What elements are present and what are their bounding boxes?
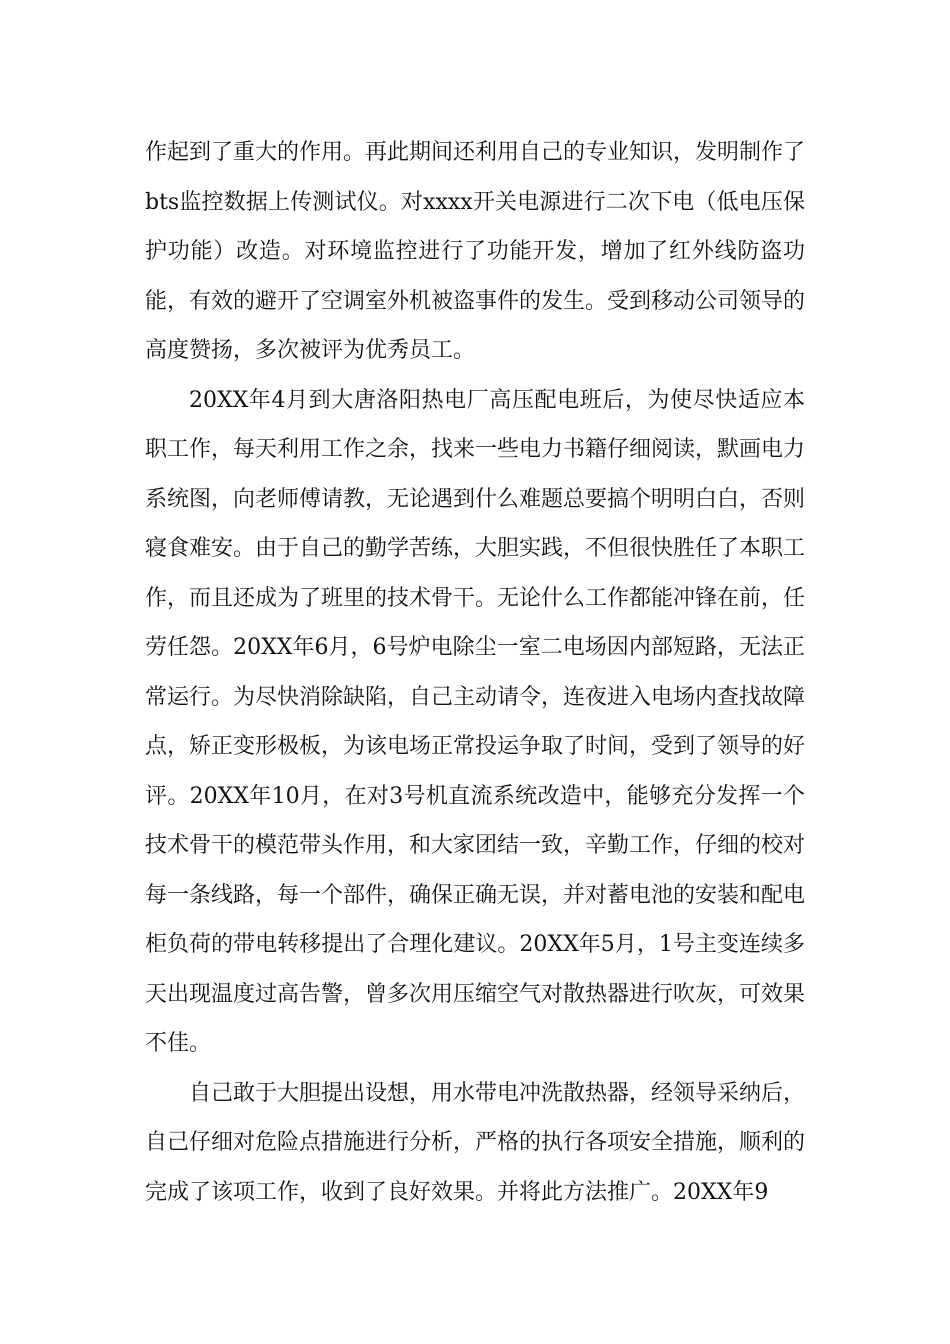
document-body (145, 128, 805, 1217)
paragraph-3: 自己敢于大胆提出设想，用水带电冲洗散热器，经领导采纳后，自己仔细对危险点措施进行分析，严格的执行各项安全措施，顺利的完成了该项工作，收到了良好效果。并将此方法推广。20XX年9 (145, 1080, 806, 1205)
paragraph-1: 作起到了重大的作用。再此期间还利用自己的专业知识，发明制作了bts监控数据上传测试仪。对xxxx开关电源进行二次下电（低电压保护功能）改造。对环境监控进行了功能开发，增加了红外线防盗功能，有效的避开了空调室外机被盗事件的发生。受到移动公司领导的高度赞扬，多次被评为优秀员工。 (145, 140, 806, 363)
paragraph-2: 20XX年4月到大唐洛阳热电厂高压配电班后，为使尽快适应本职工作，每天利用工作之余，找来一些电力书籍仔细阅读，默画电力系统图，向老师傅请教，无论遇到什么难题总要搞个明明白白，否则寝食难安。由于自己的勤学苦练，大胆实践，不但很快胜任了本职工作，而且还成为了班里的技术骨干。无论什么工作都能冲锋在前，任劳任怨。20XX年6月，6号炉电除尘一室二电场因内部短路，无法正常运行。为尽快消除缺陷，自己主动请令，连夜进入电场内查找故障点，矫正变形极板，为该电场正常投运争取了时间，受到了领导的好评。20XX年10月，在对3号机直流系统改造中，能够充分发挥一个技术骨干的模范带头作用，和大家团结一致，辛勤工作，仔细的校对每一条线路，每一个部件，确保正确无误，并对蓄电池的安装和配电柜负荷的带电转移提出了合理化建议。20XX年5月，1号主变连续多天出现温度过高告警，曾多次用压缩空气对散热器进行吹灰，可效果不佳。 (145, 387, 806, 1056)
